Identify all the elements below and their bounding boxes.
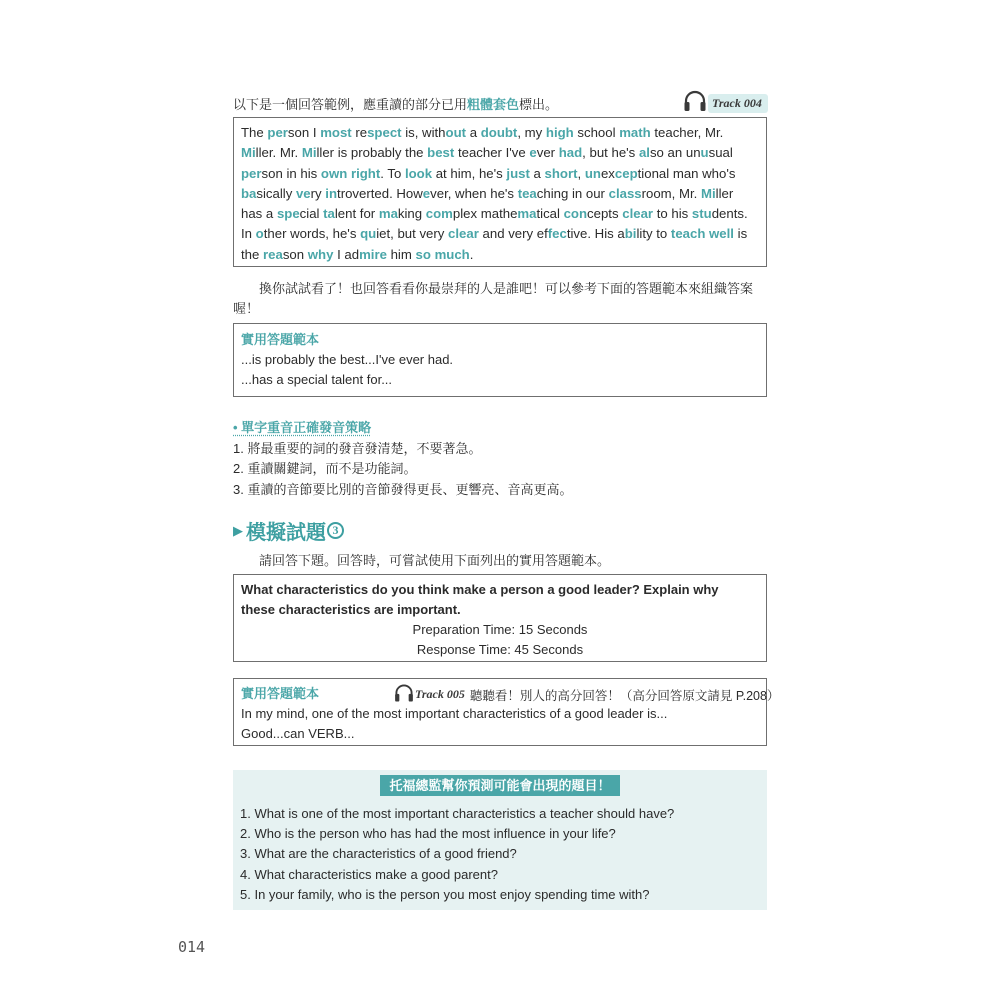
passage-text: troverted. How (337, 185, 423, 201)
stressed-syllable: clear (448, 226, 479, 242)
strategy-item: 1. 將最重要的詞的發音發清楚，不要著急。 (233, 440, 482, 456)
passage-text: ller is probably the (316, 145, 428, 161)
passage-text: a (529, 165, 545, 181)
passage-text: ller. Mr. (255, 145, 302, 161)
passage-text: king (397, 206, 426, 222)
passage-text: son I (287, 125, 321, 140)
passage-text: . (469, 246, 474, 262)
passage-text: In (241, 226, 256, 242)
predicted-questions-header: 托福總監幫你預測可能會出現的題目！ (380, 775, 620, 796)
stressed-syllable: al (638, 145, 650, 161)
template-line: ...has a special talent for... (241, 372, 393, 387)
template-title: 實用答題範本 (241, 686, 320, 701)
passage-text: ver, when he's (430, 185, 518, 201)
stressed-syllable: teach well (670, 226, 734, 242)
stressed-syllable: ba (241, 185, 257, 201)
stressed-syllable: best (427, 145, 455, 161)
passage-text: teacher I've (454, 145, 530, 161)
track-label: Track 004 (708, 94, 768, 113)
stressed-syllable: tea (517, 185, 537, 201)
stressed-syllable: e (422, 185, 431, 201)
passage-text: plex mathe (452, 206, 518, 222)
intro-suffix: 標出。 (519, 97, 559, 112)
template-line: In my mind, one of the most important characteristics of a good leader is... (241, 706, 668, 721)
stressed-syllable: ma (378, 206, 398, 222)
passage-text: to his (653, 206, 692, 222)
passage-text: has a (241, 206, 277, 222)
headphones-icon (682, 88, 708, 119)
stressed-syllable: ve (295, 185, 311, 201)
stressed-syllable: Mi (241, 145, 256, 161)
template-line: ...is probably the best...I've ever had. (241, 352, 454, 367)
passage-text: ller (715, 185, 734, 201)
stressed-syllable: per (241, 165, 262, 181)
stressed-syllable: u (700, 145, 709, 161)
stressed-syllable: per (267, 125, 288, 140)
passage-text: lity to (636, 226, 671, 242)
passage-text: him (386, 246, 416, 262)
stressed-syllable: out (445, 125, 467, 140)
stressed-syllable: so much (415, 246, 470, 262)
passage-line (241, 164, 759, 184)
question-box (233, 574, 767, 662)
template-line: Good...can VERB... (241, 726, 355, 741)
stressed-syllable: high (545, 125, 574, 140)
question-line: these characteristics are important. (241, 602, 461, 617)
stressed-syllable: ma (517, 206, 537, 222)
passage-text: ching in our (536, 185, 609, 201)
stressed-syllable: math (619, 125, 651, 140)
passage-text: ry (310, 185, 326, 201)
stressed-syllable: doubt (480, 125, 518, 140)
passage-line (241, 245, 759, 265)
passage-text: , my (517, 125, 546, 140)
stressed-syllable: qu (360, 226, 377, 242)
passage-text: re (351, 125, 368, 140)
stressed-syllable: clear (622, 206, 654, 222)
strategy-title: • 單字重音正確發音策略 (233, 420, 372, 435)
track-note: 聽聽看！別人的高分回答！（高分回答原文請見 P.208） (469, 688, 780, 703)
passage-text: is, with (401, 125, 446, 140)
passage-text: sual (708, 145, 733, 161)
passage-text: ex (600, 165, 615, 181)
track-005-link[interactable] (393, 682, 779, 707)
passage-text: a (466, 125, 481, 140)
intro-highlight: 粗體套色 (467, 97, 520, 112)
passage-text: I ad (333, 246, 360, 262)
stressed-syllable: cep (614, 165, 638, 181)
passage-text: ver (536, 145, 559, 161)
stressed-syllable: most (320, 125, 352, 140)
passage-text: tical (536, 206, 564, 222)
template-title: 實用答題範本 (241, 332, 320, 347)
passage-text: sically (256, 185, 296, 201)
list-item: 3. What are the characteristics of a good friend? (240, 846, 517, 862)
answer-template-box (233, 323, 767, 397)
stressed-syllable: con (563, 206, 588, 222)
passage-text: is (733, 226, 748, 242)
stressed-syllable: rea (263, 246, 283, 262)
passage-text: , (577, 165, 585, 181)
mock-test-number: 3 (327, 522, 344, 539)
passage-text: ther words, he's (263, 226, 361, 242)
passage-text: lent for (334, 206, 379, 222)
passage-line (241, 143, 759, 163)
stressed-syllable: mire (359, 246, 387, 262)
stressed-syllable: spect (367, 125, 402, 140)
triangle-icon: ▶ (233, 522, 243, 538)
intro-text (233, 94, 558, 113)
question-line: What characteristics do you think make a person a good leader? Explain why (241, 582, 719, 597)
passage-text: tive. His a (566, 226, 625, 242)
stressed-syllable: spe (276, 206, 300, 222)
strategy-item: 3. 重讀的音節要比別的音節發得更長、更響亮、音高更高。 (233, 481, 573, 497)
passage-text: cepts (587, 206, 623, 222)
stressed-syllable: why (307, 246, 334, 262)
stressed-syllable: just (506, 165, 530, 181)
track-label: Track 005 (415, 687, 465, 701)
headphones-icon (393, 682, 415, 707)
passage-text: the (241, 246, 263, 262)
page-number: 014 (178, 938, 206, 956)
passage-text: son (282, 246, 308, 262)
passage-text: . To (380, 165, 405, 181)
stressed-syllable: short (544, 165, 578, 181)
response-time: Response Time: 45 Seconds (416, 642, 584, 657)
stressed-syllable: in (325, 185, 338, 201)
passage-text: so an un (649, 145, 701, 161)
passage-text: iet, but very (376, 226, 449, 242)
stressed-syllable: had (558, 145, 583, 161)
passage-text: The (241, 125, 268, 140)
passage-text: room, Mr. (641, 185, 701, 201)
predicted-questions-list (240, 804, 674, 905)
list-item: 2. Who is the person who has had the most influence in your life? (240, 826, 616, 842)
stressed-syllable: Mi (700, 185, 716, 201)
mock-test-heading (233, 516, 344, 545)
passage-text: tional man who's (637, 165, 736, 181)
passage-line (241, 184, 759, 204)
try-it-paragraph: 換你試試看了！也回答看看你最崇拜的人是誰吧！可以參考下面的答題範本來組織答案喔！ (233, 281, 754, 316)
passage-line (241, 123, 759, 143)
stressed-syllable: o (255, 226, 264, 242)
stressed-syllable: un (584, 165, 601, 181)
stressed-syllable: ta (323, 206, 335, 222)
strategy-item: 2. 重讀關鍵詞，而不是功能詞。 (233, 461, 417, 476)
stressed-syllable: own right (320, 165, 381, 181)
stressed-syllable: look (404, 165, 433, 181)
stressed-syllable: stu (691, 206, 712, 222)
instruction-text: 請回答下題。回答時，可嘗試使用下面列出的實用答題範本。 (259, 553, 611, 568)
passage-line (241, 224, 759, 244)
stressed-syllable: bi (624, 226, 637, 242)
track-004-badge[interactable] (682, 88, 768, 119)
passage-text: school (573, 125, 620, 140)
stressed-syllable: e (529, 145, 537, 161)
sample-answer-passage (233, 117, 767, 267)
stressed-syllable: Mi (301, 145, 317, 161)
passage-text: son in his (261, 165, 321, 181)
passage-text: and very ef (478, 226, 548, 242)
stressed-syllable: fec (547, 226, 567, 242)
predicted-questions-panel (233, 770, 767, 910)
stressed-syllable: com (425, 206, 453, 222)
passage-text: cial (299, 206, 324, 222)
list-item: 4. What characteristics make a good parent? (240, 866, 498, 882)
mock-test-title: 模擬試題 (246, 522, 326, 544)
passage-text: , but he's (582, 145, 639, 161)
passage-text: at him, he's (432, 165, 507, 181)
stressed-syllable: class (608, 185, 642, 201)
passage-line (241, 204, 759, 224)
intro-prefix: 以下是一個回答範例，應重讀的部分已用 (233, 97, 468, 112)
passage-text: teacher, Mr. (650, 125, 724, 140)
list-item: 1. What is one of the most important characteristics a teacher should have? (240, 806, 675, 821)
list-item: 5. In your family, who is the person you most enjoy spending time with? (240, 886, 650, 902)
preparation-time: Preparation Time: 15 Seconds (412, 622, 588, 637)
stress-strategy-section (233, 418, 572, 500)
passage-text: dents. (711, 206, 748, 222)
